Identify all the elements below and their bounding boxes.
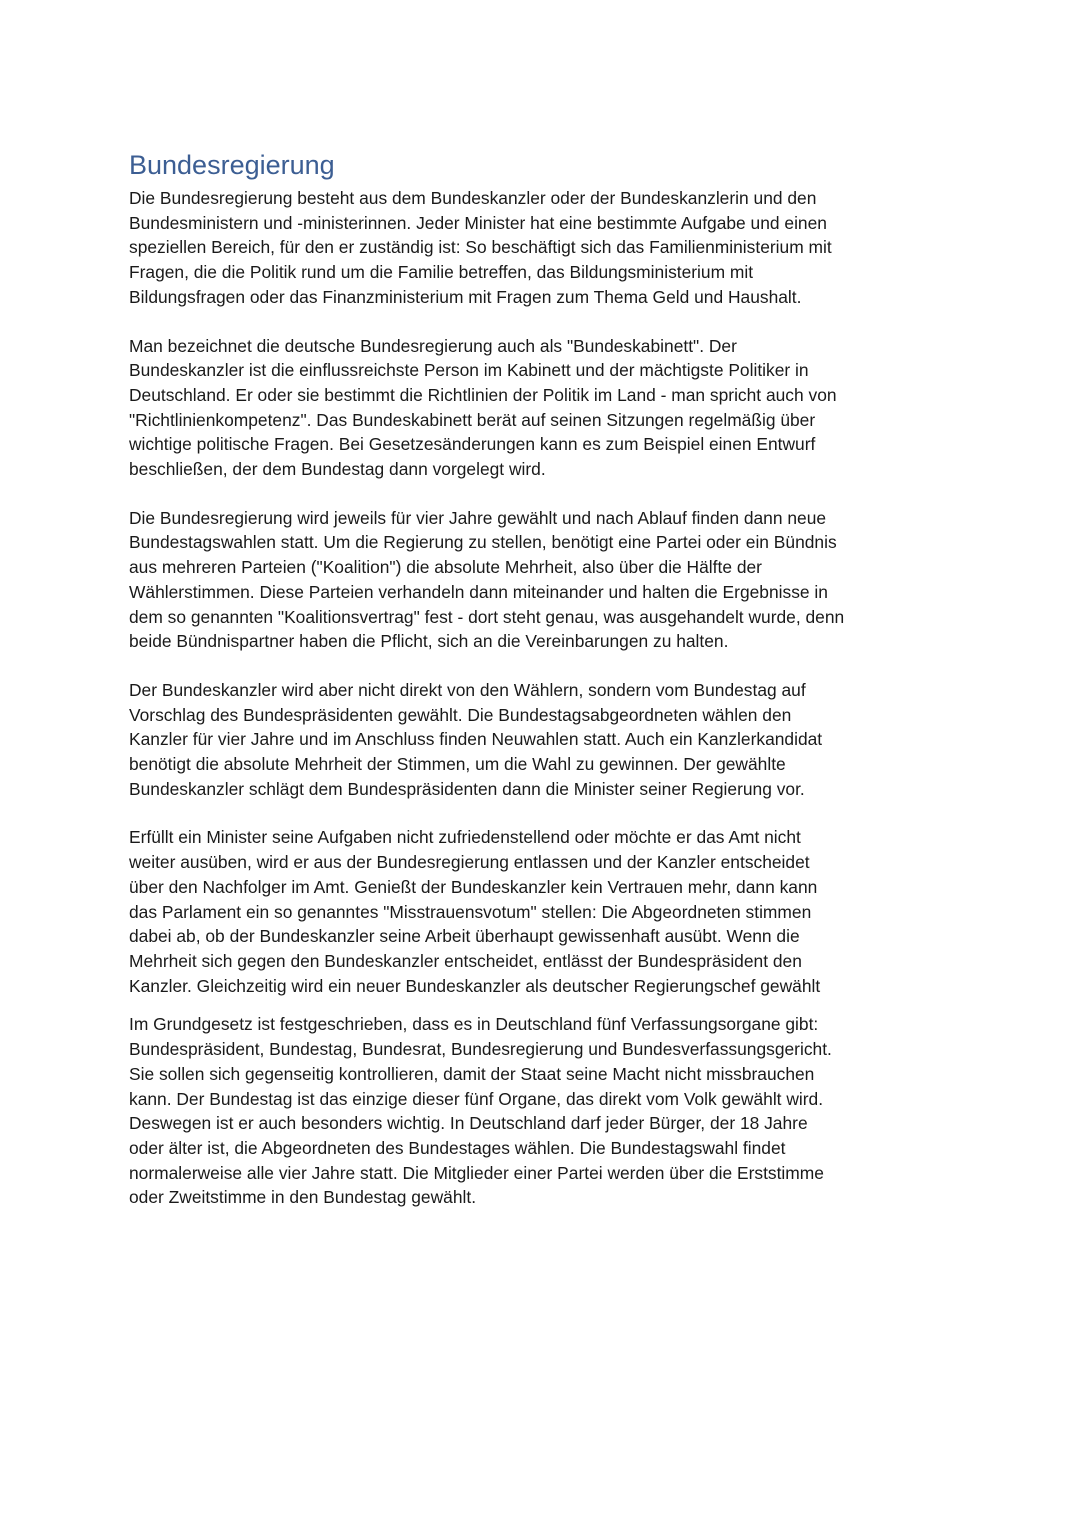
paragraph-constitutional-organs: Im Grundgesetz ist festgeschrieben, dass es in Deutschland fünf Verfassungsorgane gibt: Bundespräsident, Bundestag, Bundesrat, Bundesregierung und Bundesverfassungsgericht. Sie sollen sich gegenseitig kontrollieren, damit der Staat seine Macht nicht missbrauchen kann. Der Bundestag ist das einzige dieser fünf Organe, das direkt vom Volk gewählt wird. Deswegen ist er auch besonders wichtig. In Deutschland darf jeder Bürger, der 18 Jahre oder älter ist, die Abgeordneten des Bundestages wählen. Die Bundestagswahl findet normalerweise alle vier Jahre statt. Die Mitglieder einer Partei werden über die Erststimme oder Zweitstimme in den Bundestag gewählt. [129, 1014, 832, 1208]
document-title: Bundesregierung [129, 150, 335, 180]
paragraph-composition: Die Bundesregierung besteht aus dem Bundeskanzler oder der Bundeskanzlerin und den Bundesministern und -ministerinnen. Jeder Minister hat eine bestimmte Aufgabe und einen speziellen Bereich, für den er zuständig ist: So beschäftigt sich das Familienministerium mit Fragen, die die Politik rund um die Familie betreffen, das Bildungsministerium mit Bildungsfragen oder das Finanzministerium mit Fragen zum Thema Geld und Haushalt. [129, 188, 832, 307]
document-body [129, 148, 959, 1234]
paragraph-cabinet: Man bezeichnet die deutsche Bundesregierung auch als "Bundeskabinett". Der Bundeskanzler ist die einflussreichste Person im Kabinett und der mächtigste Politiker in Deutschland. Er oder sie bestimmt die Richtlinien der Politik im Land - man spricht auch von "Richtlinienkompetenz". Das Bundeskabinett berät auf seinen Sitzungen regelmäßig über wichtige politische Fragen. Bei Gesetzesänderungen kann es zum Beispiel einen Entwurf beschließen, der dem Bundestag dann vorgelegt wird. [129, 335, 837, 480]
paragraph-chancellor-election: Der Bundeskanzler wird aber nicht direkt von den Wählern, sondern vom Bundestag auf Vorschlag des Bundespräsidenten gewählt. Die Bundestagsabgeordneten wählen den Kanzler für vier Jahre und im Anschluss finden Neuwahlen statt. Auch ein Kanzlerkandidat benötigt die absolute Mehrheit der Stimmen, um die Wahl zu gewinnen. Der gewählte Bundeskanzler schlägt dem Bundespräsidenten dann die Minister seiner Regierung vor. [129, 679, 823, 799]
paragraph-no-confidence: Erfüllt ein Minister seine Aufgaben nicht zufriedenstellend oder möchte er das Amt nicht weiter ausüben, wird er aus der Bundesregierung entlassen und der Kanzler entscheidet über den Nachfolger im Amt. Genießt der Bundeskanzler kein Vertrauen mehr, dann kann das Parlament ein so genanntes "Misstrauensvotum" stellen: Die Abgeordneten stimmen dabei ab, ob der Bundeskanzler seine Arbeit überhaupt gewissenhaft ausübt. Wenn die Mehrheit sich gegen den Bundeskanzler entscheidet, entlässt der Bundespräsident den Kanzler. Gleichzeitig wird ein neuer Bundeskanzler als deutscher Regierungschef gewählt [129, 827, 821, 996]
paragraph-election-coalition: Die Bundesregierung wird jeweils für vier Jahre gewählt und nach Ablauf finden dann neue Bundestagswahlen statt. Um die Regierung zu stellen, benötigt eine Partei oder ein Bündnis aus mehreren Parteien ("Koalition") die absolute Mehrheit, also über die Hälfte der Wählerstimmen. Diese Parteien verhandeln dann miteinander und halten die Ergebnisse in dem so genannten "Koalitionsvertrag" fest - dort steht genau, was ausgehandelt wurde, denn beide Bündnispartner haben die Pflicht, sich an die Vereinbarungen zu halten. [129, 507, 845, 652]
